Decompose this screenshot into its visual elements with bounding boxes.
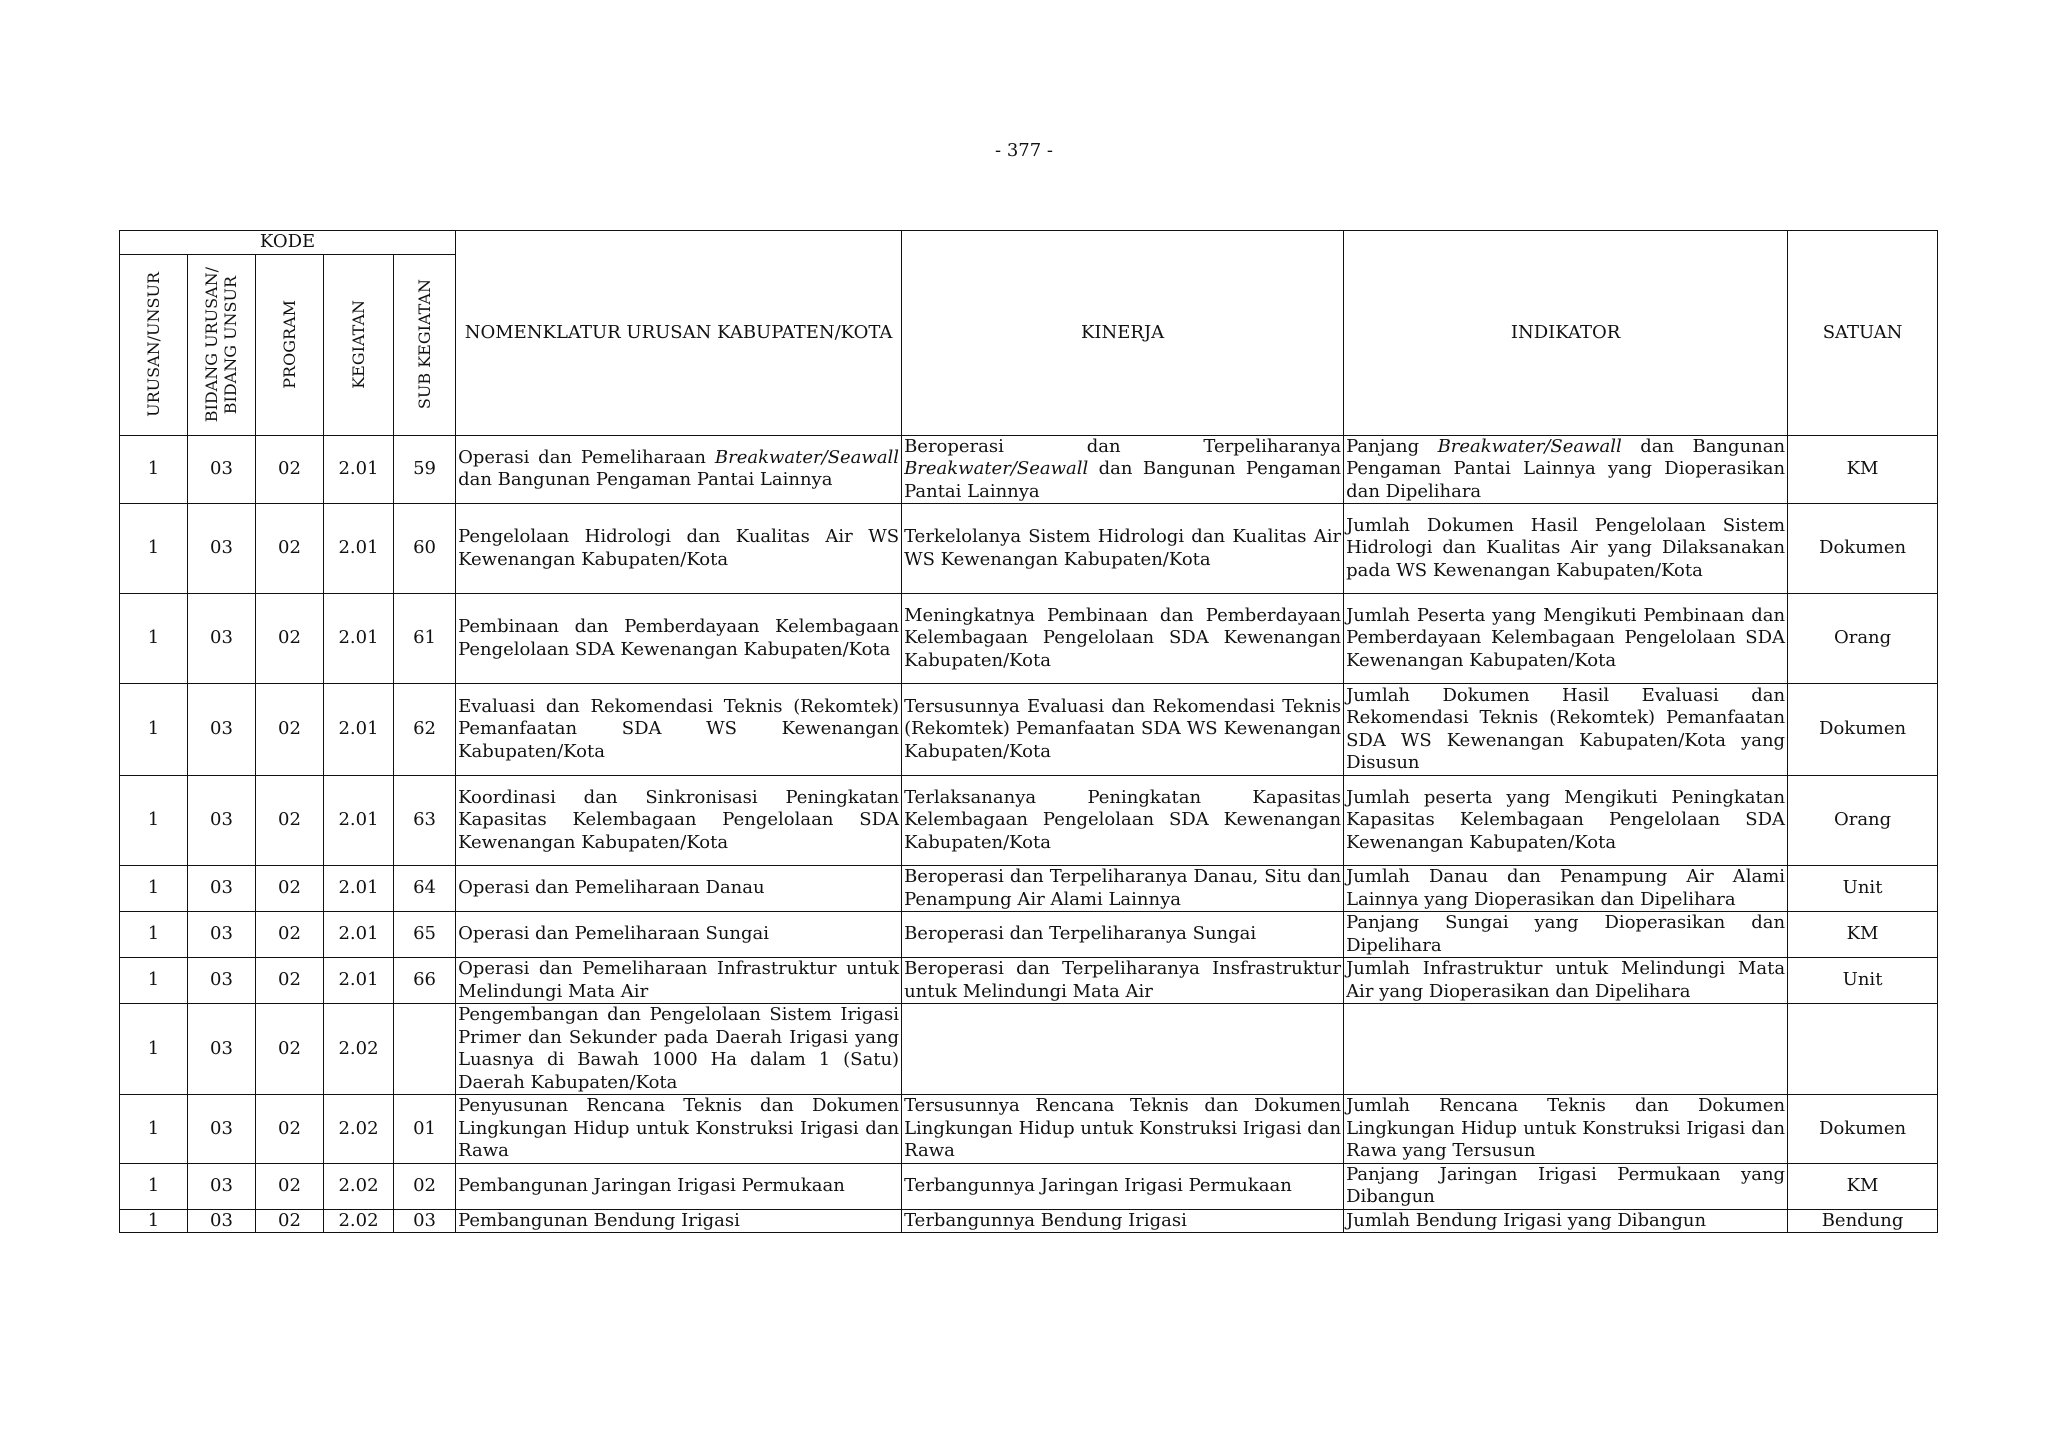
urusan-cell: 1 — [120, 684, 188, 776]
kegiatan-cell: 2.02 — [324, 1004, 394, 1095]
program-cell: 02 — [256, 1004, 324, 1095]
kinerja-cell: Terlaksananya Peningkatan Kapasitas Kelembagaan Pengelolaan SDA Kewenangan Kabupaten/Kota — [902, 776, 1344, 866]
program-cell: 02 — [256, 866, 324, 912]
table-row — [120, 594, 1938, 684]
bidang-cell: 03 — [188, 1004, 256, 1095]
indikator-header: INDIKATOR — [1344, 231, 1788, 436]
kinerja-cell: Terbangunnya Jaringan Irigasi Permukaan — [902, 1163, 1344, 1209]
satuan-cell: Dokumen — [1788, 1095, 1938, 1164]
indikator-cell: Jumlah Bendung Irigasi yang Dibangun — [1344, 1209, 1788, 1233]
satuan-cell: KM — [1788, 1163, 1938, 1209]
satuan-cell: KM — [1788, 912, 1938, 958]
nomenklatur-cell: Pengembangan dan Pengelolaan Sistem Irigasi Primer dan Sekunder pada Daerah Irigasi yang Luasnya di Bawah 1000 Ha dalam 1 (Satu) Daerah Kabupaten/Kota — [456, 1004, 902, 1095]
table-row — [120, 1004, 1938, 1095]
sub-kegiatan-cell: 62 — [394, 684, 456, 776]
satuan-cell: KM — [1788, 435, 1938, 504]
sub-kegiatan-header: SUB KEGIATAN — [394, 254, 456, 435]
nomenklatur-cell: Operasi dan Pemeliharaan Sungai — [456, 912, 902, 958]
indikator-cell: Jumlah Peserta yang Mengikuti Pembinaan dan Pemberdayaan Kelembagaan Pengelolaan SDA Kewenangan Kabupaten/Kota — [1344, 594, 1788, 684]
program-cell: 02 — [256, 958, 324, 1004]
sub-kegiatan-cell: 61 — [394, 594, 456, 684]
nomenklatur-cell: Operasi dan Pemeliharaan Danau — [456, 866, 902, 912]
bidang-header: BIDANG URUSAN/ BIDANG UNSUR — [188, 254, 256, 435]
kegiatan-cell: 2.02 — [324, 1163, 394, 1209]
table-row — [120, 912, 1938, 958]
sub-kegiatan-cell: 60 — [394, 504, 456, 594]
program-cell: 02 — [256, 912, 324, 958]
sub-kegiatan-cell: 59 — [394, 435, 456, 504]
kegiatan-cell: 2.01 — [324, 594, 394, 684]
kinerja-cell: Tersusunnya Rencana Teknis dan Dokumen Lingkungan Hidup untuk Konstruksi Irigasi dan Rawa — [902, 1095, 1344, 1164]
urusan-cell: 1 — [120, 1004, 188, 1095]
urusan-cell: 1 — [120, 594, 188, 684]
kegiatan-header: KEGIATAN — [324, 254, 394, 435]
satuan-cell: Orang — [1788, 776, 1938, 866]
program-cell: 02 — [256, 1163, 324, 1209]
kinerja-cell: Terkelolanya Sistem Hidrologi dan Kualitas Air WS Kewenangan Kabupaten/Kota — [902, 504, 1344, 594]
kegiatan-cell: 2.02 — [324, 1209, 394, 1233]
bidang-cell: 03 — [188, 504, 256, 594]
sub-kegiatan-cell: 64 — [394, 866, 456, 912]
nomenklatur-cell: Pembangunan Bendung Irigasi — [456, 1209, 902, 1233]
bidang-cell: 03 — [188, 1209, 256, 1233]
table-row — [120, 504, 1938, 594]
urusan-cell: 1 — [120, 1163, 188, 1209]
sub-kegiatan-cell: 03 — [394, 1209, 456, 1233]
program-cell: 02 — [256, 504, 324, 594]
nomenklatur-cell: Pengelolaan Hidrologi dan Kualitas Air WS Kewenangan Kabupaten/Kota — [456, 504, 902, 594]
table-row — [120, 1209, 1938, 1233]
nomenclature-table — [119, 230, 1938, 1233]
sub-kegiatan-cell: 66 — [394, 958, 456, 1004]
indikator-cell: Panjang Jaringan Irigasi Permukaan yang Dibangun — [1344, 1163, 1788, 1209]
urusan-cell: 1 — [120, 958, 188, 1004]
program-cell: 02 — [256, 684, 324, 776]
satuan-cell: Unit — [1788, 866, 1938, 912]
program-cell: 02 — [256, 776, 324, 866]
satuan-header: SATUAN — [1788, 231, 1938, 436]
kinerja-cell: Beroperasi dan Terpeliharanya Breakwater/Seawall dan Bangunan Pengaman Pantai Lainnya — [902, 435, 1344, 504]
satuan-cell: Orang — [1788, 594, 1938, 684]
indikator-cell: Panjang Sungai yang Dioperasikan dan Dipelihara — [1344, 912, 1788, 958]
nomenklatur-cell: Pembinaan dan Pemberdayaan Kelembagaan Pengelolaan SDA Kewenangan Kabupaten/Kota — [456, 594, 902, 684]
bidang-cell: 03 — [188, 684, 256, 776]
kegiatan-cell: 2.01 — [324, 866, 394, 912]
table-row — [120, 776, 1938, 866]
satuan-cell: Bendung — [1788, 1209, 1938, 1233]
kinerja-header: KINERJA — [902, 231, 1344, 436]
nomenklatur-cell: Pembangunan Jaringan Irigasi Permukaan — [456, 1163, 902, 1209]
bidang-cell: 03 — [188, 435, 256, 504]
kegiatan-cell: 2.02 — [324, 1095, 394, 1164]
table-row — [120, 1163, 1938, 1209]
program-header: PROGRAM — [256, 254, 324, 435]
nomenklatur-cell: Koordinasi dan Sinkronisasi Peningkatan Kapasitas Kelembagaan Pengelolaan SDA Kewenangan Kabupaten/Kota — [456, 776, 902, 866]
bidang-cell: 03 — [188, 1095, 256, 1164]
program-cell: 02 — [256, 1095, 324, 1164]
urusan-cell: 1 — [120, 435, 188, 504]
bidang-cell: 03 — [188, 866, 256, 912]
kegiatan-cell: 2.01 — [324, 504, 394, 594]
sub-kegiatan-cell: 65 — [394, 912, 456, 958]
table-row — [120, 435, 1938, 504]
sub-kegiatan-cell: 01 — [394, 1095, 456, 1164]
kinerja-cell: Beroperasi dan Terpeliharanya Insfrastruktur untuk Melindungi Mata Air — [902, 958, 1344, 1004]
indikator-cell: Jumlah Dokumen Hasil Pengelolaan Sistem Hidrologi dan Kualitas Air yang Dilaksanakan pada WS Kewenangan Kabupaten/Kota — [1344, 504, 1788, 594]
program-cell: 02 — [256, 1209, 324, 1233]
program-cell: 02 — [256, 594, 324, 684]
kinerja-cell — [902, 1004, 1344, 1095]
indikator-cell: Jumlah Dokumen Hasil Evaluasi dan Rekomendasi Teknis (Rekomtek) Pemanfaatan SDA WS Kewenangan Kabupaten/Kota yang Disusun — [1344, 684, 1788, 776]
satuan-cell — [1788, 1004, 1938, 1095]
indikator-cell: Panjang Breakwater/Seawall dan Bangunan Pengaman Pantai Lainnya yang Dioperasikan dan Dipelihara — [1344, 435, 1788, 504]
nomenklatur-cell: Penyusunan Rencana Teknis dan Dokumen Lingkungan Hidup untuk Konstruksi Irigasi dan Rawa — [456, 1095, 902, 1164]
bidang-cell: 03 — [188, 776, 256, 866]
sub-kegiatan-cell — [394, 1004, 456, 1095]
urusan-cell: 1 — [120, 504, 188, 594]
urusan-cell: 1 — [120, 1095, 188, 1164]
nomenklatur-cell: Operasi dan Pemeliharaan Breakwater/Seawall dan Bangunan Pengaman Pantai Lainnya — [456, 435, 902, 504]
urusan-cell: 1 — [120, 866, 188, 912]
urusan-cell: 1 — [120, 776, 188, 866]
bidang-cell: 03 — [188, 958, 256, 1004]
urusan-cell: 1 — [120, 1209, 188, 1233]
indikator-cell — [1344, 1004, 1788, 1095]
kinerja-cell: Meningkatnya Pembinaan dan Pemberdayaan Kelembagaan Pengelolaan SDA Kewenangan Kabupaten/Kota — [902, 594, 1344, 684]
bidang-cell: 03 — [188, 1163, 256, 1209]
program-cell: 02 — [256, 435, 324, 504]
kegiatan-cell: 2.01 — [324, 958, 394, 1004]
bidang-cell: 03 — [188, 912, 256, 958]
table-row — [120, 866, 1938, 912]
indikator-cell: Jumlah Infrastruktur untuk Melindungi Mata Air yang Dioperasikan dan Dipelihara — [1344, 958, 1788, 1004]
sub-kegiatan-cell: 02 — [394, 1163, 456, 1209]
kegiatan-cell: 2.01 — [324, 684, 394, 776]
satuan-cell: Dokumen — [1788, 504, 1938, 594]
kinerja-cell: Beroperasi dan Terpeliharanya Sungai — [902, 912, 1344, 958]
indikator-cell: Jumlah Danau dan Penampung Air Alami Lainnya yang Dioperasikan dan Dipelihara — [1344, 866, 1788, 912]
sub-kegiatan-cell: 63 — [394, 776, 456, 866]
nomenklatur-cell: Operasi dan Pemeliharaan Infrastruktur untuk Melindungi Mata Air — [456, 958, 902, 1004]
page-number: - 377 - — [995, 140, 1053, 161]
nomenklatur-header: NOMENKLATUR URUSAN KABUPATEN/KOTA — [456, 231, 902, 436]
kegiatan-cell: 2.01 — [324, 912, 394, 958]
bidang-cell: 03 — [188, 594, 256, 684]
kegiatan-cell: 2.01 — [324, 435, 394, 504]
urusan-cell: 1 — [120, 912, 188, 958]
table-row — [120, 1095, 1938, 1164]
indikator-cell: Jumlah Rencana Teknis dan Dokumen Lingkungan Hidup untuk Konstruksi Irigasi dan Rawa yang Tersusun — [1344, 1095, 1788, 1164]
nomenklatur-cell: Evaluasi dan Rekomendasi Teknis (Rekomtek) Pemanfaatan SDA WS Kewenangan Kabupaten/Kota — [456, 684, 902, 776]
urusan-header: URUSAN/UNSUR — [120, 254, 188, 435]
kinerja-cell: Terbangunnya Bendung Irigasi — [902, 1209, 1344, 1233]
satuan-cell: Dokumen — [1788, 684, 1938, 776]
kinerja-cell: Tersusunnya Evaluasi dan Rekomendasi Teknis (Rekomtek) Pemanfaatan SDA WS Kewenangan Kabupaten/Kota — [902, 684, 1344, 776]
table-row — [120, 684, 1938, 776]
table-row — [120, 958, 1938, 1004]
kegiatan-cell: 2.01 — [324, 776, 394, 866]
satuan-cell: Unit — [1788, 958, 1938, 1004]
kode-header: KODE — [120, 231, 456, 255]
kinerja-cell: Beroperasi dan Terpeliharanya Danau, Situ dan Penampung Air Alami Lainnya — [902, 866, 1344, 912]
indikator-cell: Jumlah peserta yang Mengikuti Peningkatan Kapasitas Kelembagaan Pengelolaan SDA Kewenangan Kabupaten/Kota — [1344, 776, 1788, 866]
